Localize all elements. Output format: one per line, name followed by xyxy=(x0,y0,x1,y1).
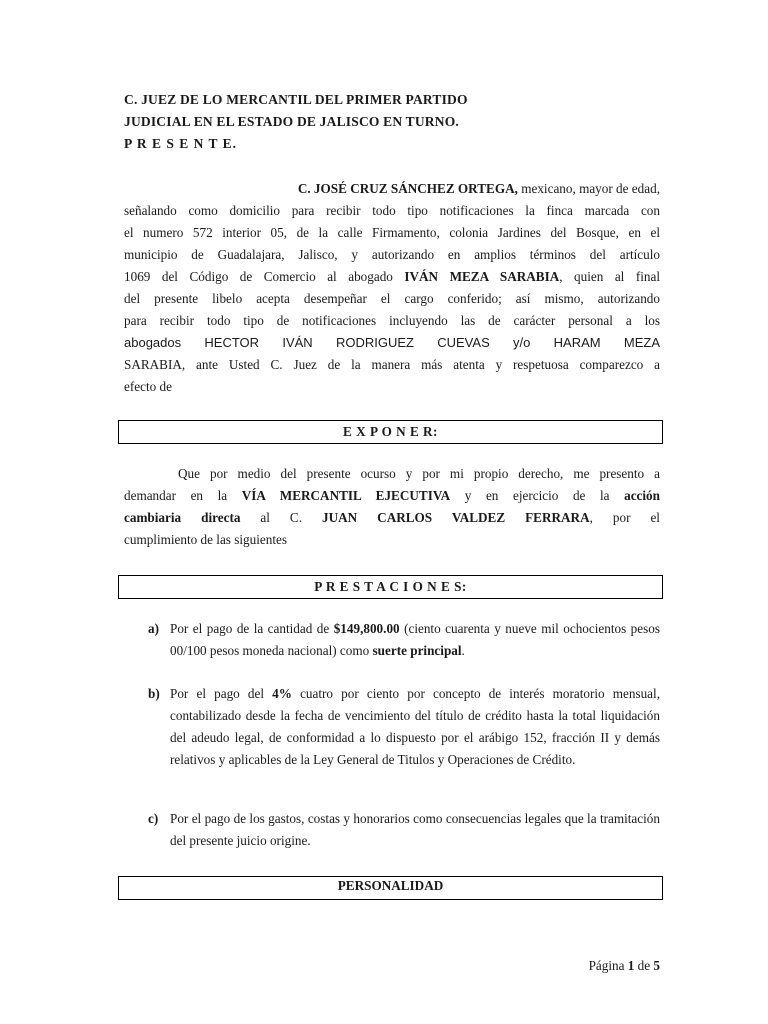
section-exponer: E X P O N E R: xyxy=(118,420,663,444)
intro-line-2: señalando como domicilio para recibir todo tipo notificaciones la finca marcada con xyxy=(124,203,660,218)
intro-line-10: efecto de xyxy=(124,379,172,394)
exponer-paragraph xyxy=(124,463,660,551)
intro-line-9: SARABIA, ante Usted C. Juez de la manera más atenta y respetuosa comparezco a xyxy=(124,357,660,372)
plaintiff-name: C. JOSÉ CRUZ SÁNCHEZ ORTEGA, xyxy=(297,181,518,196)
page-number: Página 1 de 5 xyxy=(588,958,660,973)
prestacion-c-text: Por el pago de los gastos, costas y honorarios como consecuencias legales que la tramitación del presente juicio origine. xyxy=(170,811,660,848)
section-personalidad: PERSONALIDAD xyxy=(118,876,663,900)
item-label-b: b) xyxy=(148,686,160,701)
intro-paragraph xyxy=(124,178,660,398)
exponer-line-1: Que por medio del presente ocurso y por mi propio derecho, me presento a xyxy=(178,466,660,481)
prestacion-c xyxy=(148,808,660,852)
intro-line-7: para recibir todo tipo de notificaciones incluyendo las de carácter personal a los xyxy=(124,313,660,328)
addressee-line-2: JUDICIAL EN EL ESTADO DE JALISCO EN TURNO. xyxy=(124,114,459,129)
attorney-name: IVÁN MEZA SARABIA xyxy=(404,269,560,284)
item-label-c: c) xyxy=(148,811,159,826)
exponer-line-3: cambiaria directa al C. JUAN CARLOS VALDEZ FERRARA, por el xyxy=(124,510,660,525)
defendant-name: JUAN CARLOS VALDEZ FERRARA xyxy=(322,510,590,525)
prestacion-a-text: Por el pago de la cantidad de $149,800.00 (ciento cuarenta y nueve mil ochocientos pesos 00/100 pesos moneda nacional) como suerte principal. xyxy=(170,621,660,658)
prestacion-b-text: Por el pago del 4% cuatro por ciento por concepto de interés moratorio mensual, contabilizado desde la fecha de vencimiento del título de crédito hasta la total liquidación del adeudo legal, de conformidad a lo dispuesto por el arábigo 152, fracción II y demás relativos y aplicables de la Ley General de Titulos y Operaciones de Crédito. xyxy=(170,686,660,767)
intro-line-4: municipio de Guadalajara, Jalisco, y autorizando en amplios términos del artículo xyxy=(124,247,660,262)
intro-line-5: 1069 del Código de Comercio al abogado IVÁN MEZA SARABIA, quien al final xyxy=(124,269,660,284)
intro-line-1: C. JOSÉ CRUZ SÁNCHEZ ORTEGA, mexicano, mayor de edad, xyxy=(297,181,660,196)
prestacion-b xyxy=(148,683,660,771)
prestacion-a xyxy=(148,618,660,662)
exponer-line-2: demandar en la VÍA MERCANTIL EJECUTIVA y en ejercicio de la acción xyxy=(124,488,660,503)
intro-line-3: el numero 572 interior 05, de la calle Firmamento, colonia Jardines del Bosque, en el xyxy=(124,225,660,240)
exponer-line-4: cumplimiento de las siguientes xyxy=(124,532,287,547)
item-label-a: a) xyxy=(148,621,159,636)
amount: $149,800.00 xyxy=(333,621,400,636)
interest-rate: 4% xyxy=(272,686,292,701)
presente-heading: P R E S E N T E. xyxy=(124,136,238,151)
addressee-line-1: C. JUEZ DE LO MERCANTIL DEL PRIMER PARTIDO xyxy=(124,92,468,107)
section-prestaciones: P R E S T A C I O N E S: xyxy=(118,575,663,599)
intro-line-8: abogados HECTOR IVÁN RODRIGUEZ CUEVAS y/o HARAM MEZA xyxy=(124,335,660,350)
intro-line-6: del presente libelo acepta desempeñar el cargo conferido; así mismo, autorizando xyxy=(124,291,660,306)
via-mercantil: VÍA MERCANTIL EJECUTIVA xyxy=(241,488,451,503)
